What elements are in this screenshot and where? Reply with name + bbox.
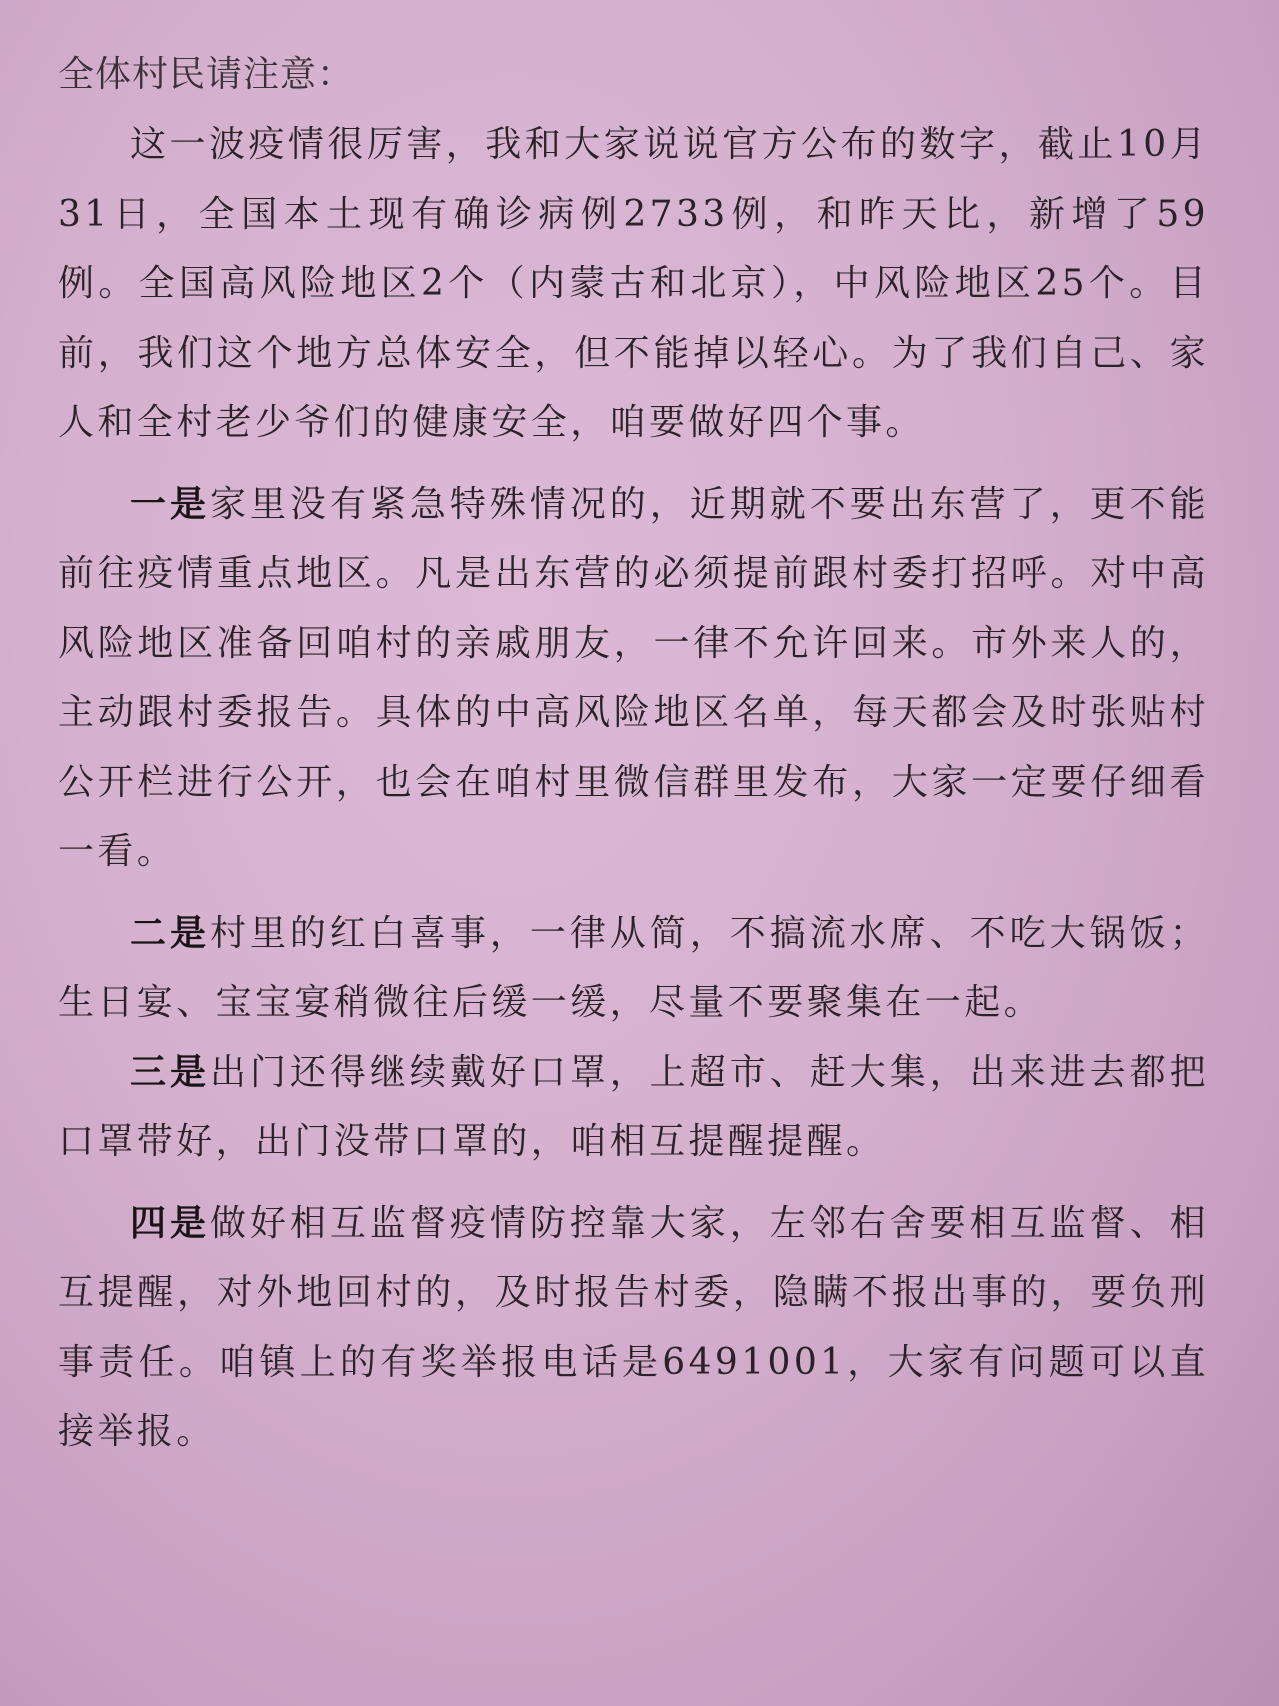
item-one-paragraph <box>58 470 1209 887</box>
item-four-paragraph <box>58 1189 1209 1467</box>
item-three-lead: 三是 <box>130 1050 210 1093</box>
item-four-text: 做好相互监督疫情防控靠大家，左邻右舍要相互监督、相互提醒，对外地回村的，及时报告村委，隐瞒不报出事的，要负刑事责任。咱镇上的有奖举报电话是6491001，大家有问题可以直接举报。 <box>58 1202 1209 1452</box>
salutation: 全体村民请注意： <box>58 54 355 95</box>
item-one-lead: 一是 <box>130 482 210 525</box>
item-four-lead: 四是 <box>130 1201 210 1244</box>
intro-paragraph: 这一波疫情很厉害，我和大家说说官方公布的数字，截止10月31日，全国本土现有确诊病例2733例，和昨天比，新增了59例。全国高风险地区2个（内蒙古和北京），中风险地区25个。目前，我们这个地方总体安全，但不能掉以轻心。为了我们自己、家人和全村老少爷们的健康安全，咱要做好四个事。 <box>58 124 1209 443</box>
item-two-lead: 二是 <box>130 911 210 954</box>
item-two-paragraph <box>58 899 1209 1038</box>
item-three-paragraph <box>58 1038 1209 1177</box>
item-three-text: 出门还得继续戴好口罩，上超市、赶大集，出来进去都把口罩带好，出门没带口罩的，咱相互提醒提醒。 <box>58 1051 1209 1162</box>
item-two-text: 村里的红白喜事，一律从简，不搞流水席、不吃大锅饭；生日宴、宝宝宴稍微往后缓一缓，尽量不要聚集在一起。 <box>58 912 1209 1023</box>
item-one-text: 家里没有紧急特殊情况的，近期就不要出东营了，更不能前往疫情重点地区。凡是出东营的必须提前跟村委打招呼。对中高风险地区准备回咱村的亲戚朋友，一律不允许回来。市外来人的，主动跟村委报告。具体的中高风险地区名单，每天都会及时张贴村公开栏进行公开，也会在咱村里微信群里发布，大家一定要仔细看一看。 <box>58 483 1209 872</box>
